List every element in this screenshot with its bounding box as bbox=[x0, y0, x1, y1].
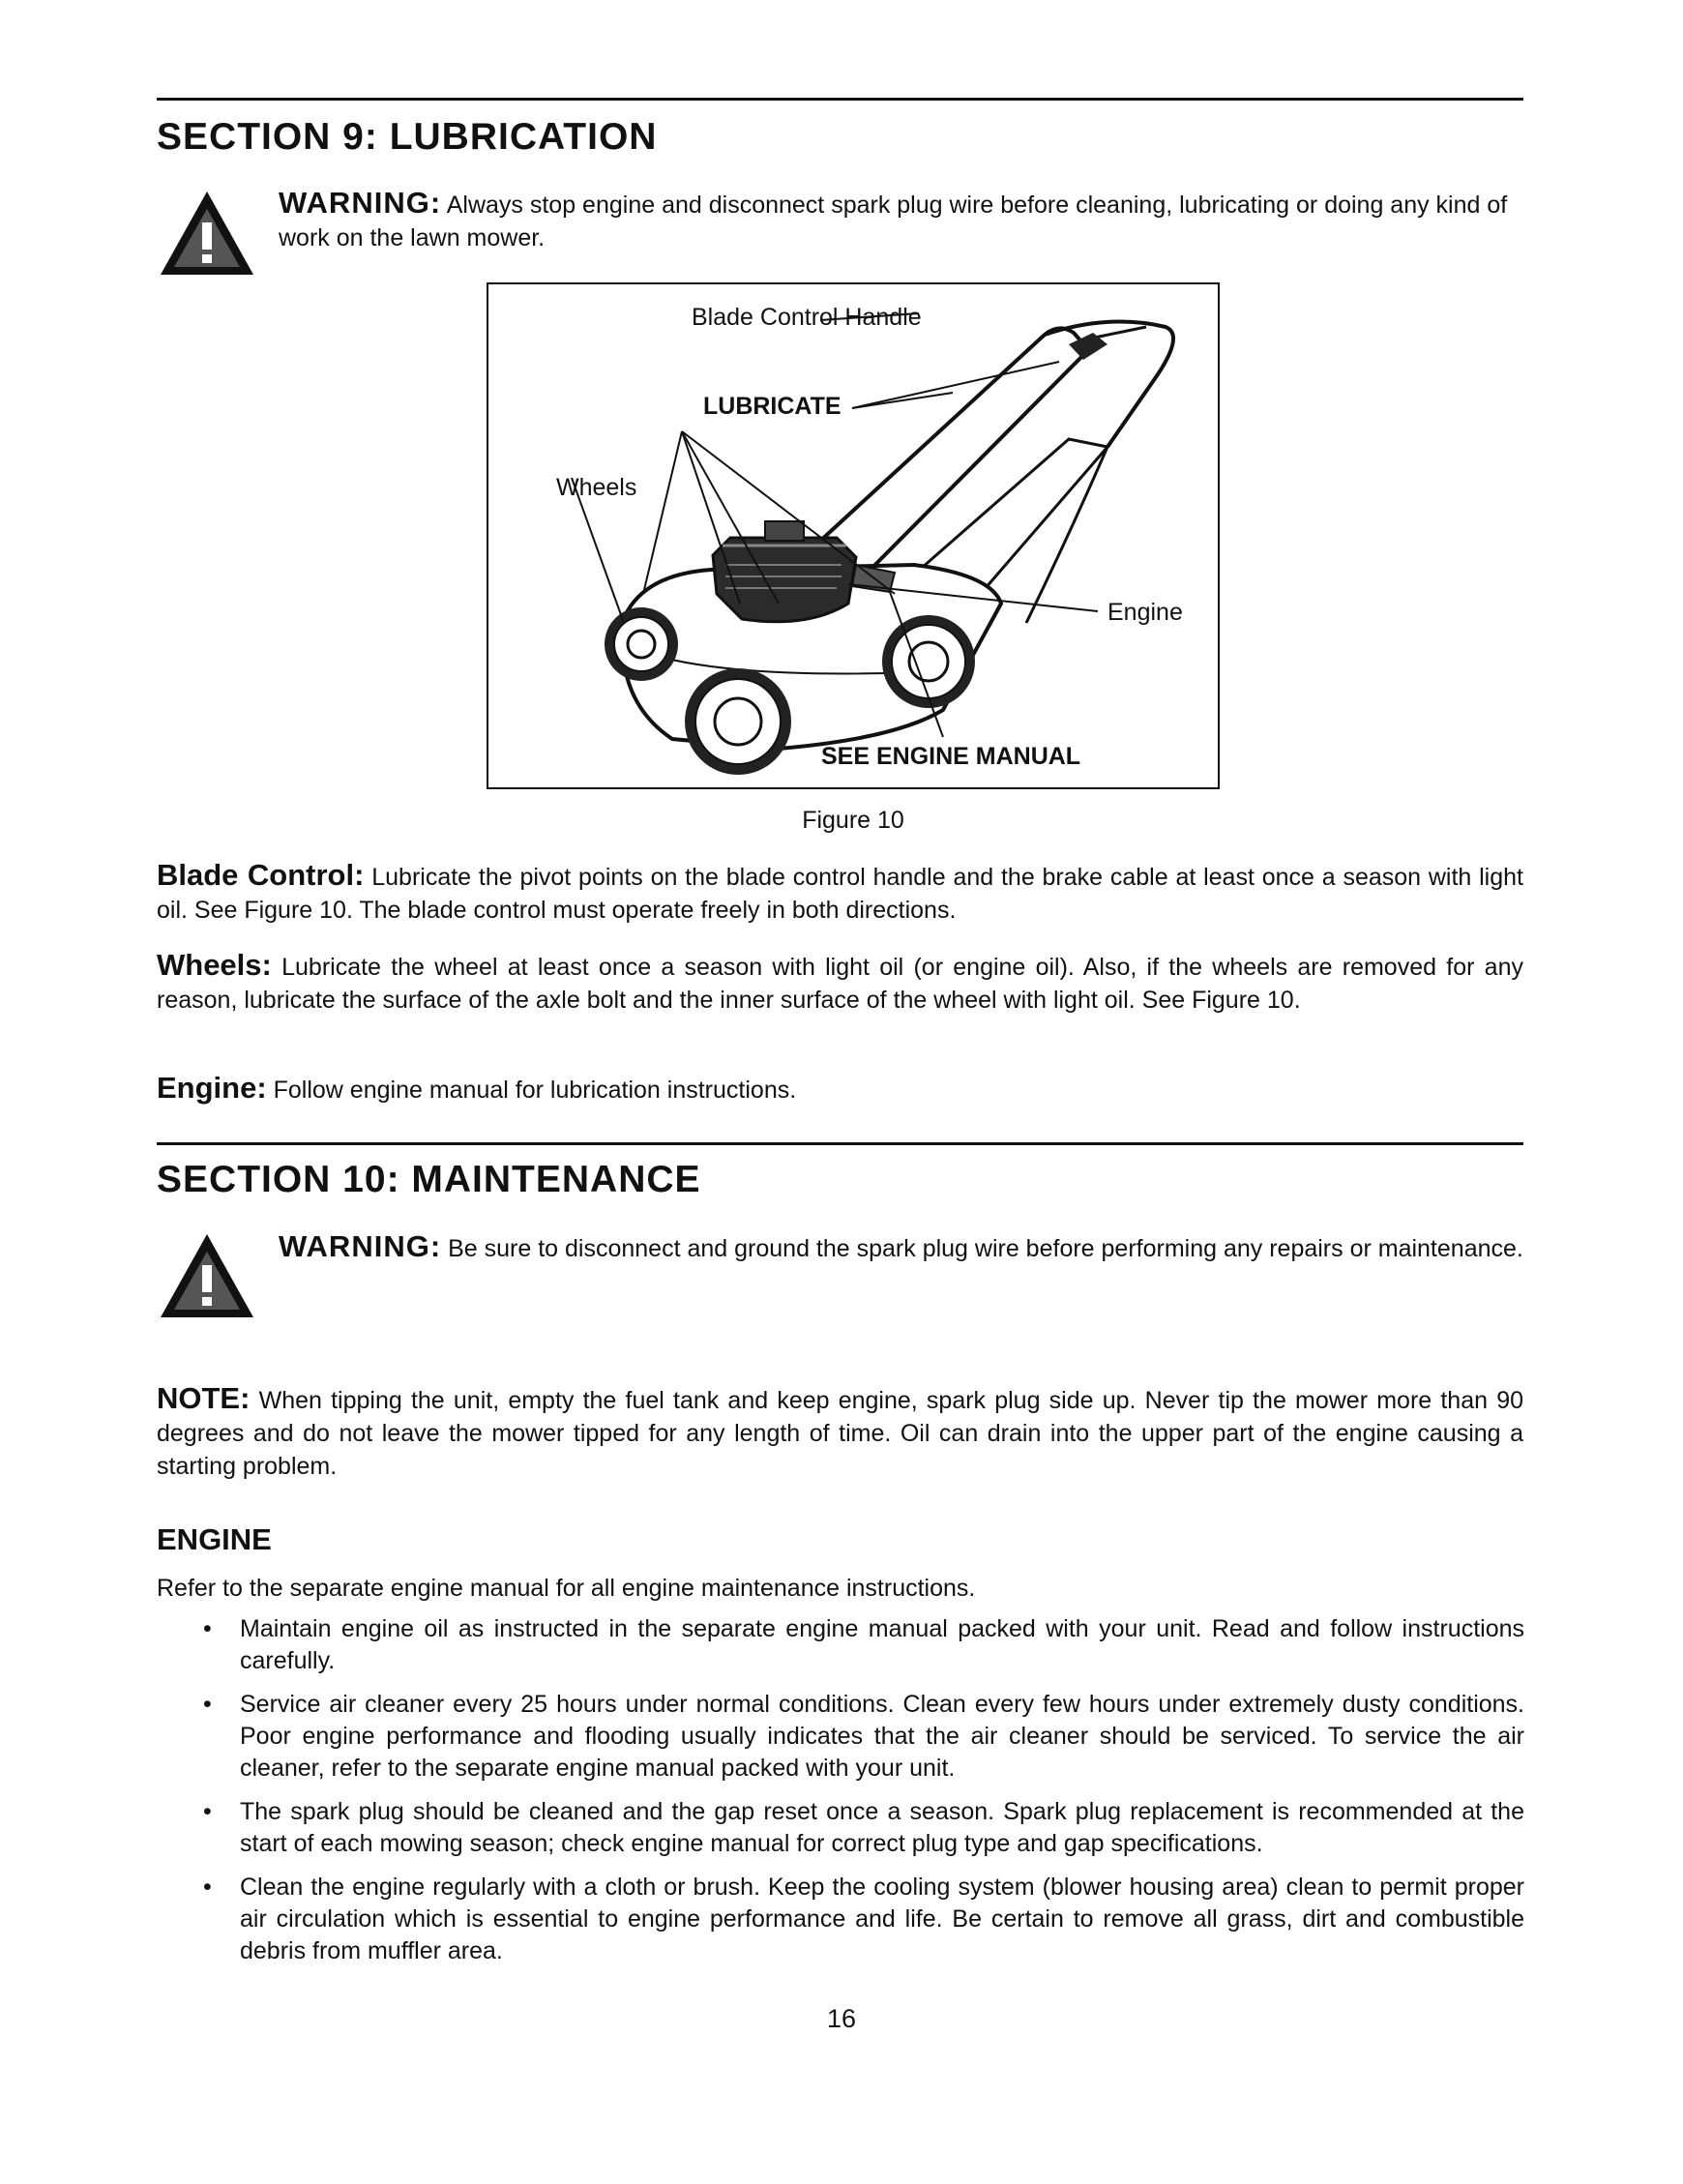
warning-text: Always stop engine and disconnect spark plug wire before cleaning, lubricating or doing any kind of work on the lawn mower. bbox=[279, 192, 1508, 251]
section-9-top-rule bbox=[157, 98, 1523, 101]
lawn-mower-illustration bbox=[488, 284, 1218, 787]
list-item bbox=[193, 1872, 1524, 1967]
section-10-title: SECTION 10: MAINTENANCE bbox=[157, 1159, 701, 1200]
wheels-text: Lubricate the wheel at least once a season with light oil (or engine oil). Also, if the wheels are removed for any reason, lubricate the surface of the axle bolt and the inner surface of the wheel with light oil. See Figure 10. bbox=[157, 954, 1523, 1014]
warning-label: WARNING: bbox=[279, 186, 442, 220]
note-lead: NOTE: bbox=[157, 1381, 251, 1415]
engine-maintenance-list bbox=[193, 1613, 1524, 1979]
note-paragraph bbox=[157, 1382, 1523, 1483]
wheels-lead: Wheels: bbox=[157, 948, 272, 982]
section-9-warning bbox=[279, 187, 1526, 254]
bullet-icon: • bbox=[203, 1798, 212, 1825]
engine-heading: ENGINE bbox=[157, 1522, 272, 1556]
warning-text: Be sure to disconnect and ground the spark plug wire before performing any repairs or maintenance. bbox=[441, 1235, 1523, 1262]
engine-label: Engine bbox=[1107, 599, 1183, 626]
wheels-label: Wheels bbox=[556, 474, 637, 501]
figure-caption: Figure 10 bbox=[802, 807, 904, 834]
list-item bbox=[193, 1689, 1524, 1785]
engine-lead: Engine: bbox=[157, 1071, 267, 1105]
list-item-text: Maintain engine oil as instructed in the separate engine manual packed with your unit. Read and follow instructions carefully. bbox=[240, 1615, 1524, 1674]
blade-control-paragraph bbox=[157, 859, 1523, 927]
section-10-warning bbox=[279, 1230, 1526, 1265]
bullet-icon: • bbox=[203, 1615, 212, 1642]
list-item-text: The spark plug should be cleaned and the gap reset once a season. Spark plug replacement is recommended at the start of each mowing season; check engine manual for correct plug type and gap specifications. bbox=[240, 1798, 1524, 1857]
warning-label: WARNING: bbox=[279, 1229, 442, 1263]
blade-control-handle-label: Blade Control Handle bbox=[692, 304, 922, 331]
list-item bbox=[193, 1796, 1524, 1860]
note-text: When tipping the unit, empty the fuel tank and keep engine, spark plug side up. Never tip the mower more than 90 degrees and do not leave the mower tipped for any length of time. Oil can drain into the upper part of the engine causing a starting problem. bbox=[157, 1387, 1523, 1480]
blade-control-lead: Blade Control: bbox=[157, 858, 365, 892]
section-10-top-rule bbox=[157, 1142, 1523, 1145]
section-9-title: SECTION 9: LUBRICATION bbox=[157, 116, 658, 158]
list-item-text: Clean the engine regularly with a cloth or brush. Keep the cooling system (blower housing area) clean to permit proper air circulation which is essential to engine performance and life. Be certain to remove all grass, dirt and combustible debris from muffler area. bbox=[240, 1874, 1524, 1964]
engine-paragraph bbox=[157, 1072, 1523, 1107]
see-engine-manual-label: SEE ENGINE MANUAL bbox=[821, 743, 1081, 770]
engine-text: Follow engine manual for lubrication instructions. bbox=[266, 1077, 797, 1104]
warning-triangle-icon bbox=[157, 1230, 257, 1321]
page-number: 16 bbox=[826, 2004, 857, 2033]
engine-intro: Refer to the separate engine manual for all engine maintenance instructions. bbox=[157, 1575, 976, 1602]
bullet-icon: • bbox=[203, 1874, 212, 1901]
list-item-text: Service air cleaner every 25 hours under normal conditions. Clean every few hours under extremely dusty conditions. Poor engine performance and flooding usually indicates that the air cleaner should be serviced. To service the air cleaner, refer to the separate engine manual packed with your unit. bbox=[240, 1691, 1524, 1782]
warning-triangle-icon bbox=[157, 188, 257, 279]
wheels-paragraph bbox=[157, 949, 1523, 1017]
figure-10 bbox=[487, 282, 1220, 789]
list-item bbox=[193, 1613, 1524, 1677]
lubricate-label: LUBRICATE bbox=[703, 393, 842, 420]
blade-control-text: Lubricate the pivot points on the blade control handle and the brake cable at least once a season with light oil. See Figure 10. The blade control must operate freely in both directions. bbox=[157, 864, 1523, 924]
bullet-icon: • bbox=[203, 1691, 212, 1718]
